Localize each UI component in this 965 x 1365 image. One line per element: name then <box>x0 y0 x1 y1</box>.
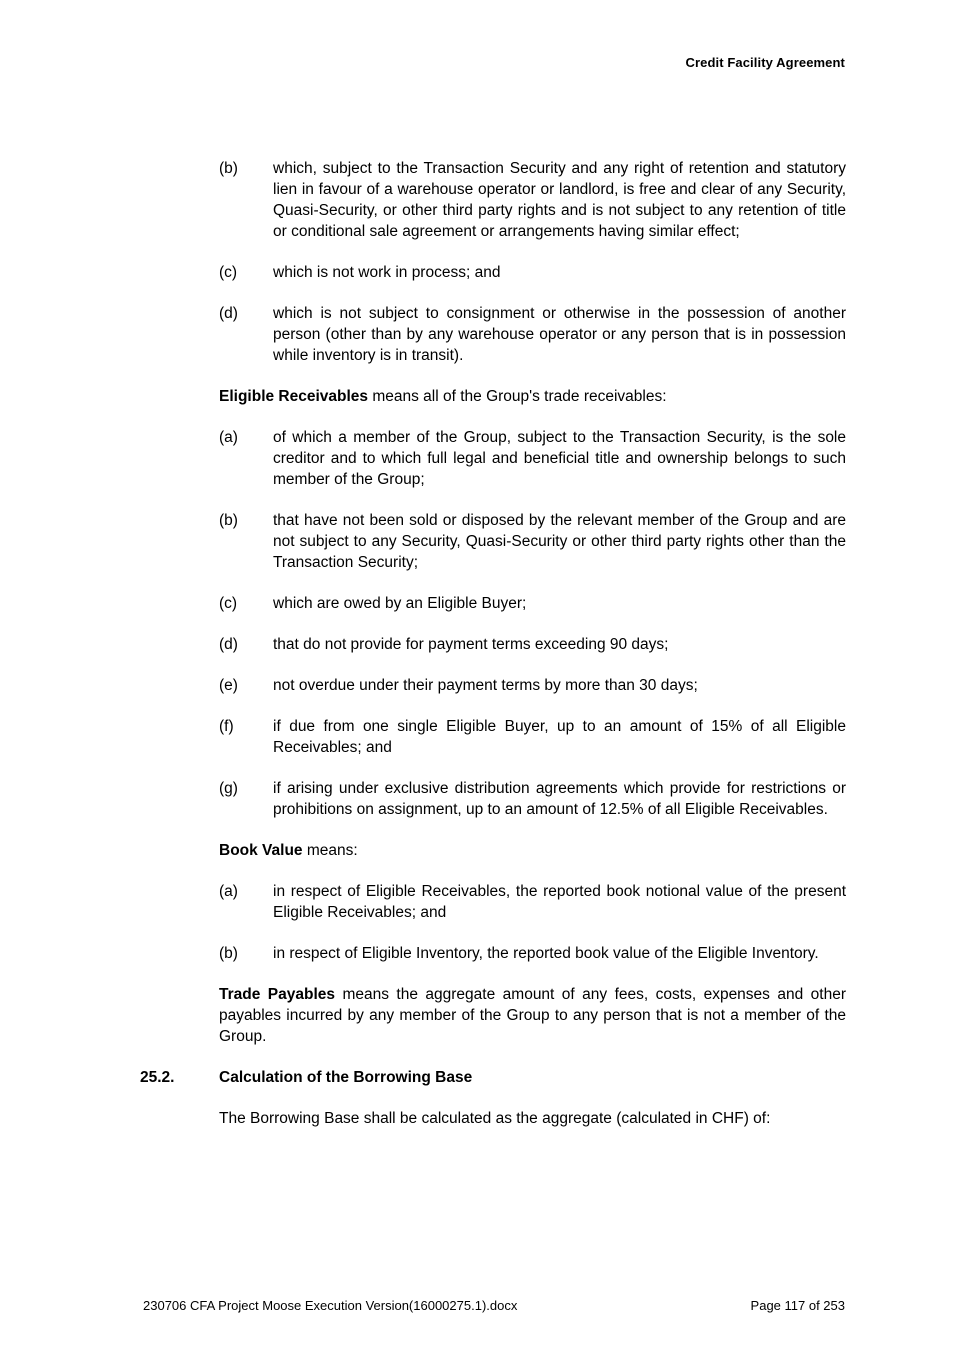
list-item <box>219 303 846 366</box>
document-header: Credit Facility Agreement <box>685 55 845 70</box>
list-item <box>219 262 846 283</box>
definition-text: means: <box>302 842 358 859</box>
list-item-label: (d) <box>219 305 238 322</box>
list-item-text: in respect of Eligible Receivables, the reported book notional value of the present Eligible Receivables; and <box>273 883 846 921</box>
list-item <box>219 716 846 758</box>
section-body-text: The Borrowing Base shall be calculated as the aggregate (calculated in CHF) of: <box>219 1110 771 1127</box>
list-item <box>219 634 846 655</box>
list-item-label: (b) <box>219 512 238 529</box>
definition-text: means the aggregate amount of any fees, costs, expenses and other payables incurred by any member of the Group to any person that is not a member of the Group. <box>219 986 847 1045</box>
section-number: 25.2. <box>140 1069 175 1086</box>
definition-trade-payables <box>219 984 846 1047</box>
definition-text: means all of the Group's trade receivables: <box>368 388 667 405</box>
list-item-text: which are owed by an Eligible Buyer; <box>273 595 527 612</box>
list-item <box>219 778 846 820</box>
footer-page-number: Page 117 of 253 <box>750 1298 845 1313</box>
list-item-label: (a) <box>219 429 238 446</box>
list-item-text: if arising under exclusive distribution agreements which provide for restrictions or prohibitions on assignment, up to an amount of 12.5% of all Eligible Receivables. <box>273 780 846 818</box>
defined-term: Book Value <box>219 842 303 859</box>
list-item-label: (c) <box>219 595 238 612</box>
footer-filename: 230706 CFA Project Moose Execution Version(16000275.1).docx <box>143 1298 518 1313</box>
list-item-text: in respect of Eligible Inventory, the reported book value of the Eligible Inventory. <box>273 945 819 962</box>
list-item-label: (d) <box>219 636 238 653</box>
list-item-text: which is not subject to consignment or otherwise in the possession of another person (other than by any warehouse operator or any person that is in possession while inventory is in transit). <box>273 305 846 364</box>
list-item-label: (b) <box>219 945 238 962</box>
list-item <box>219 881 846 923</box>
list-item <box>219 675 846 696</box>
list-item-text: that have not been sold or disposed by the relevant member of the Group and are not subject to any Security, Quasi-Security or other third party rights other than the Transaction Security; <box>273 512 846 571</box>
list-item <box>219 158 846 242</box>
list-item-label: (c) <box>219 264 238 281</box>
list-item-label: (g) <box>219 780 238 797</box>
list-item-label: (b) <box>219 160 238 177</box>
defined-term: Trade Payables <box>219 986 336 1003</box>
definition-book-value <box>219 840 846 861</box>
section-heading <box>140 1067 846 1088</box>
list-item-text: which is not work in process; and <box>273 264 501 281</box>
list-item-text: not overdue under their payment terms by more than 30 days; <box>273 677 698 694</box>
document-footer <box>143 1298 845 1313</box>
list-item-text: of which a member of the Group, subject to the Transaction Security, is the sole creditor and to which full legal and beneficial title and ownership belongs to such member of the Group; <box>273 429 846 488</box>
list-item-text: if due from one single Eligible Buyer, up to an amount of 15% of all Eligible Receivables; and <box>273 718 846 756</box>
list-item-text: which, subject to the Transaction Security and any right of retention and statutory lien in favour of a warehouse operator or landlord, is free and clear of any Security, Quasi-Security, or other third party rights and is not subject to any retention of title or conditional sale agreement or arrangements having similar effect; <box>273 160 846 240</box>
list-item-label: (f) <box>219 718 234 735</box>
list-item-label: (e) <box>219 677 238 694</box>
list-item-label: (a) <box>219 883 238 900</box>
section-title: Calculation of the Borrowing Base <box>219 1069 473 1086</box>
defined-term: Eligible Receivables <box>219 388 369 405</box>
definition-eligible-receivables <box>219 386 846 407</box>
list-item <box>219 943 846 964</box>
list-item-text: that do not provide for payment terms exceeding 90 days; <box>273 636 669 653</box>
document-body <box>140 158 846 1149</box>
list-item <box>219 510 846 573</box>
list-item <box>219 593 846 614</box>
list-item <box>219 427 846 490</box>
